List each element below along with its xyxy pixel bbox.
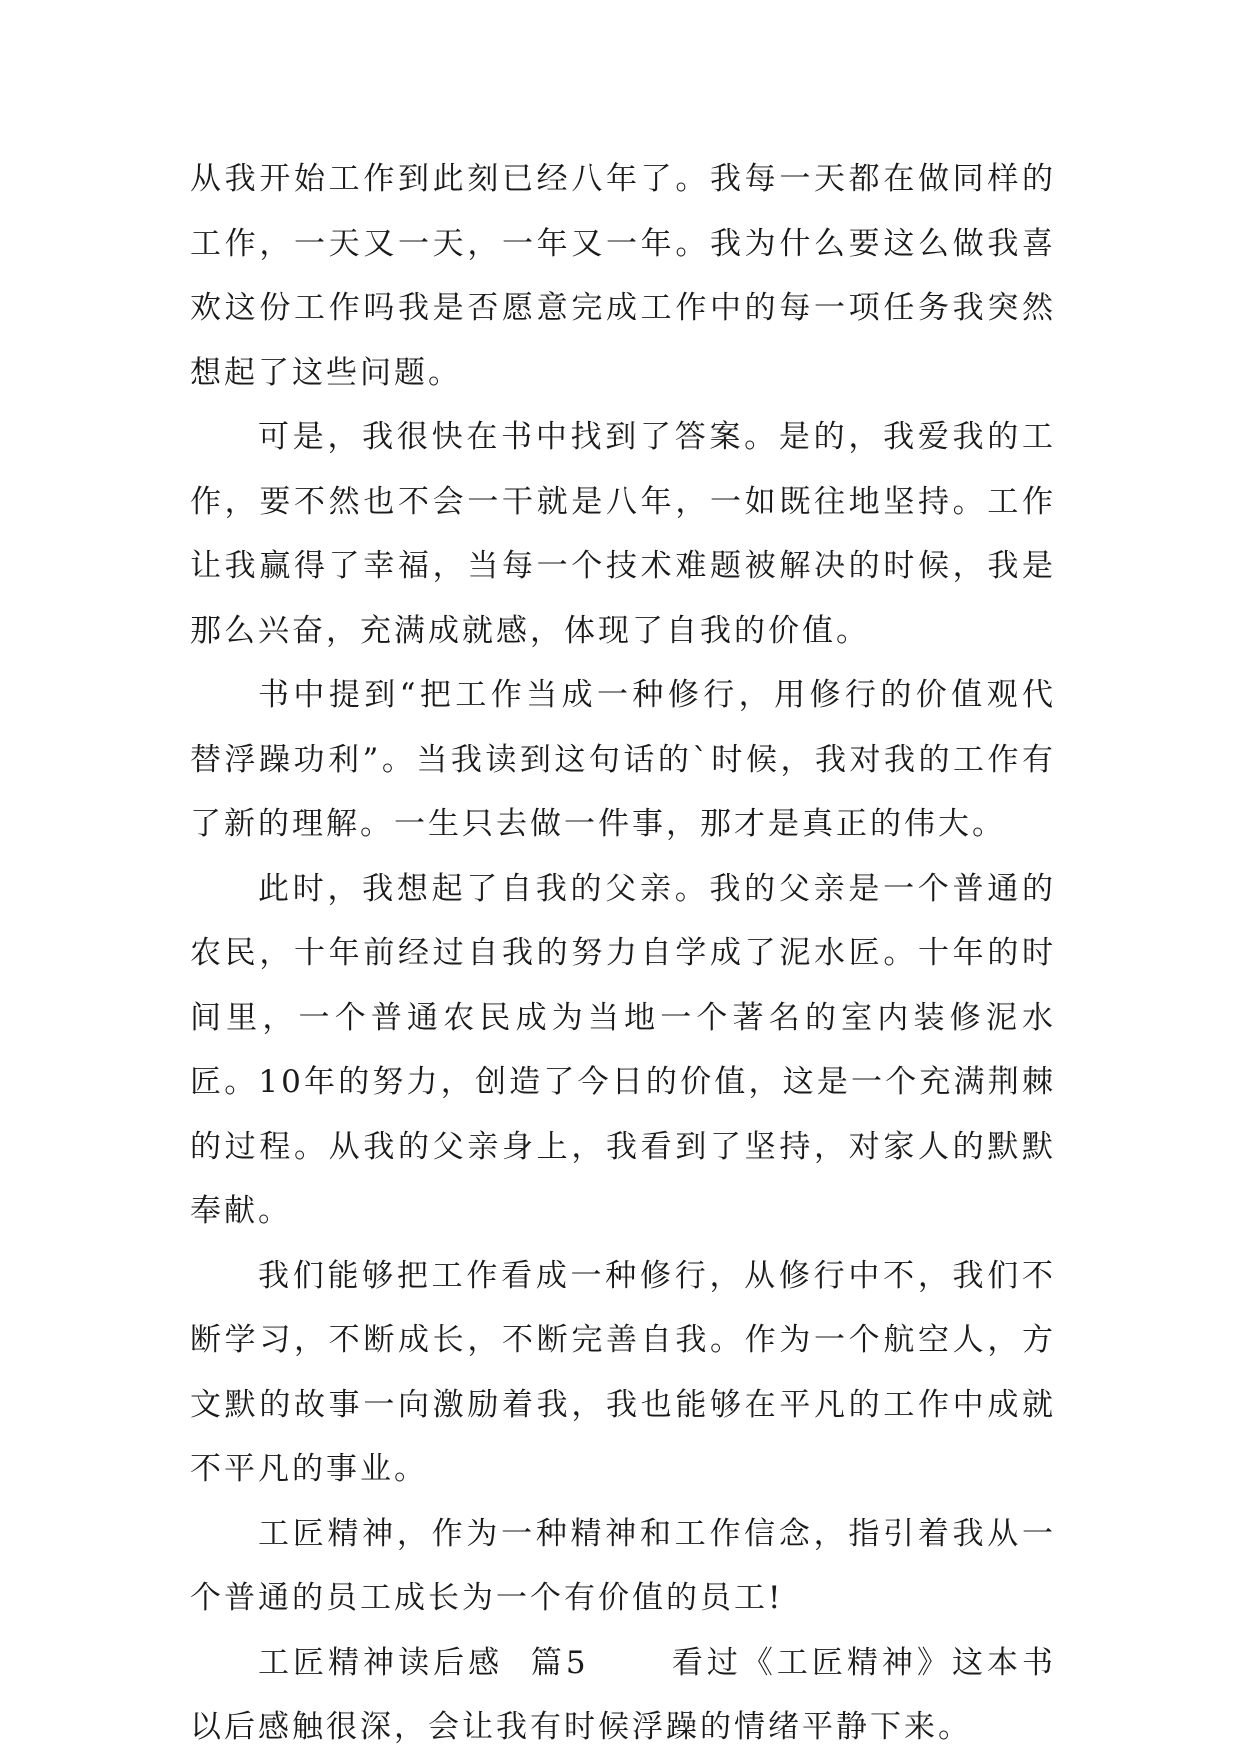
paragraph-6: 工匠精神，作为一种精神和工作信念，指引着我从一个普通的员工成长为一个有价值的员工! [190,1515,1056,1616]
paragraph-4: 此时，我想起了自我的父亲。我的父亲是一个普通的农民，十年前经过自我的努力自学成了泥水匠。十年的时间里，一个普通农民成为当地一个著名的室内装修泥水匠。10年的努力，创造了今日的价值，这是一个充满荆棘的过程。从我的父亲身上，我看到了坚持，对家人的默默奉献。 [190,870,1056,1229]
paragraph-1: 从我开始工作到此刻已经八年了。我每一天都在做同样的工作，一天又一天，一年又一年。我为什么要这么做我喜欢这份工作吗我是否愿意完成工作中的每一项任务我突然想起了这些问题。 [190,161,1056,391]
paragraph-5: 我们能够把工作看成一种修行，从修行中不，我们不断学习，不断成长，不断完善自我。作为一个航空人，方文默的故事一向激励着我，我也能够在平凡的工作中成就不平凡的事业。 [190,1257,1056,1487]
paragraph-3: 书中提到“把工作当成一种修行，用修行的价值观代替浮躁功利”。当我读到这句话的`时候，我对我的工作有了新的理解。一生只去做一件事，那才是真正的伟大。 [190,677,1056,842]
paragraph-2: 可是，我很快在书中找到了答案。是的，我爱我的工作，要不然也不会一干就是八年，一如既往地坚持。工作让我赢得了幸福，当每一个技术难题被解决的时候，我是那么兴奋，充满成就感，体现了自我的价值。 [190,419,1056,649]
paragraph-7: 工匠精神读后感 篇5 看过《工匠精神》这本书以后感触很深，会让我有时候浮躁的情绪平静下来。 [190,1644,1056,1745]
document-page [190,147,1056,1760]
